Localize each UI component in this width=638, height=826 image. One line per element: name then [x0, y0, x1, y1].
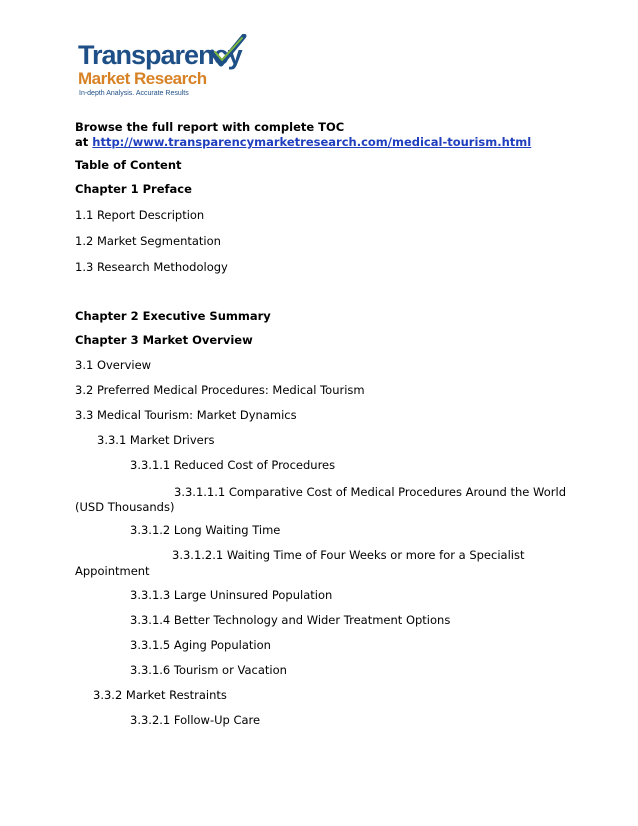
- toc-chapter-3: Chapter 3 Market Overview: [75, 333, 253, 347]
- toc-item: 3.3 Medical Tourism: Market Dynamics: [75, 408, 297, 422]
- report-link[interactable]: http://www.transparencymarketresearch.com/medical-tourism.html: [92, 135, 532, 149]
- toc-item: 3.3.2 Market Restraints: [93, 688, 227, 702]
- toc-item: 3.3.1.2 Long Waiting Time: [130, 523, 281, 537]
- toc-item: 3.3.1.4 Better Technology and Wider Treatment Options: [130, 613, 451, 627]
- toc-item: 3.3.2.1 Follow-Up Care: [130, 713, 261, 727]
- toc-item-continuation: (USD Thousands): [75, 500, 175, 514]
- browse-text: Browse the full report with complete TOC: [75, 120, 345, 134]
- logo-tagline: In-depth Analysis. Accurate Results: [79, 90, 189, 97]
- toc-chapter-2: Chapter 2 Executive Summary: [75, 309, 271, 323]
- toc-item-continuation: Appointment: [75, 564, 150, 578]
- logo-wordmark: Transparency: [78, 40, 242, 70]
- browse-link-line: [75, 135, 531, 149]
- toc-item: 3.3.1.3 Large Uninsured Population: [130, 588, 333, 602]
- toc-item: 3.1 Overview: [75, 358, 152, 372]
- toc-item: 3.3.1.1.1 Comparative Cost of Medical Procedures Around the World: [174, 485, 566, 499]
- toc-item: 3.3.1.1 Reduced Cost of Procedures: [130, 458, 336, 472]
- at-label: at: [75, 135, 93, 149]
- company-logo: [78, 34, 248, 100]
- toc-chapter-1: Chapter 1 Preface: [75, 182, 192, 196]
- toc-item: 3.3.1.2.1 Waiting Time of Four Weeks or more for a Specialist: [172, 548, 525, 562]
- logo-subtitle: Market Research: [78, 69, 207, 88]
- checkmark-icon: [208, 34, 248, 68]
- toc-item: 1.2 Market Segmentation: [75, 234, 221, 248]
- toc-title: Table of Content: [75, 158, 182, 172]
- toc-item: 3.3.1.5 Aging Population: [130, 638, 271, 652]
- toc-item: 3.3.1 Market Drivers: [97, 433, 215, 447]
- toc-item: 3.3.1.6 Tourism or Vacation: [130, 663, 287, 677]
- toc-item: 1.1 Report Description: [75, 208, 205, 222]
- toc-item: 3.2 Preferred Medical Procedures: Medical Tourism: [75, 383, 365, 397]
- toc-item: 1.3 Research Methodology: [75, 260, 228, 274]
